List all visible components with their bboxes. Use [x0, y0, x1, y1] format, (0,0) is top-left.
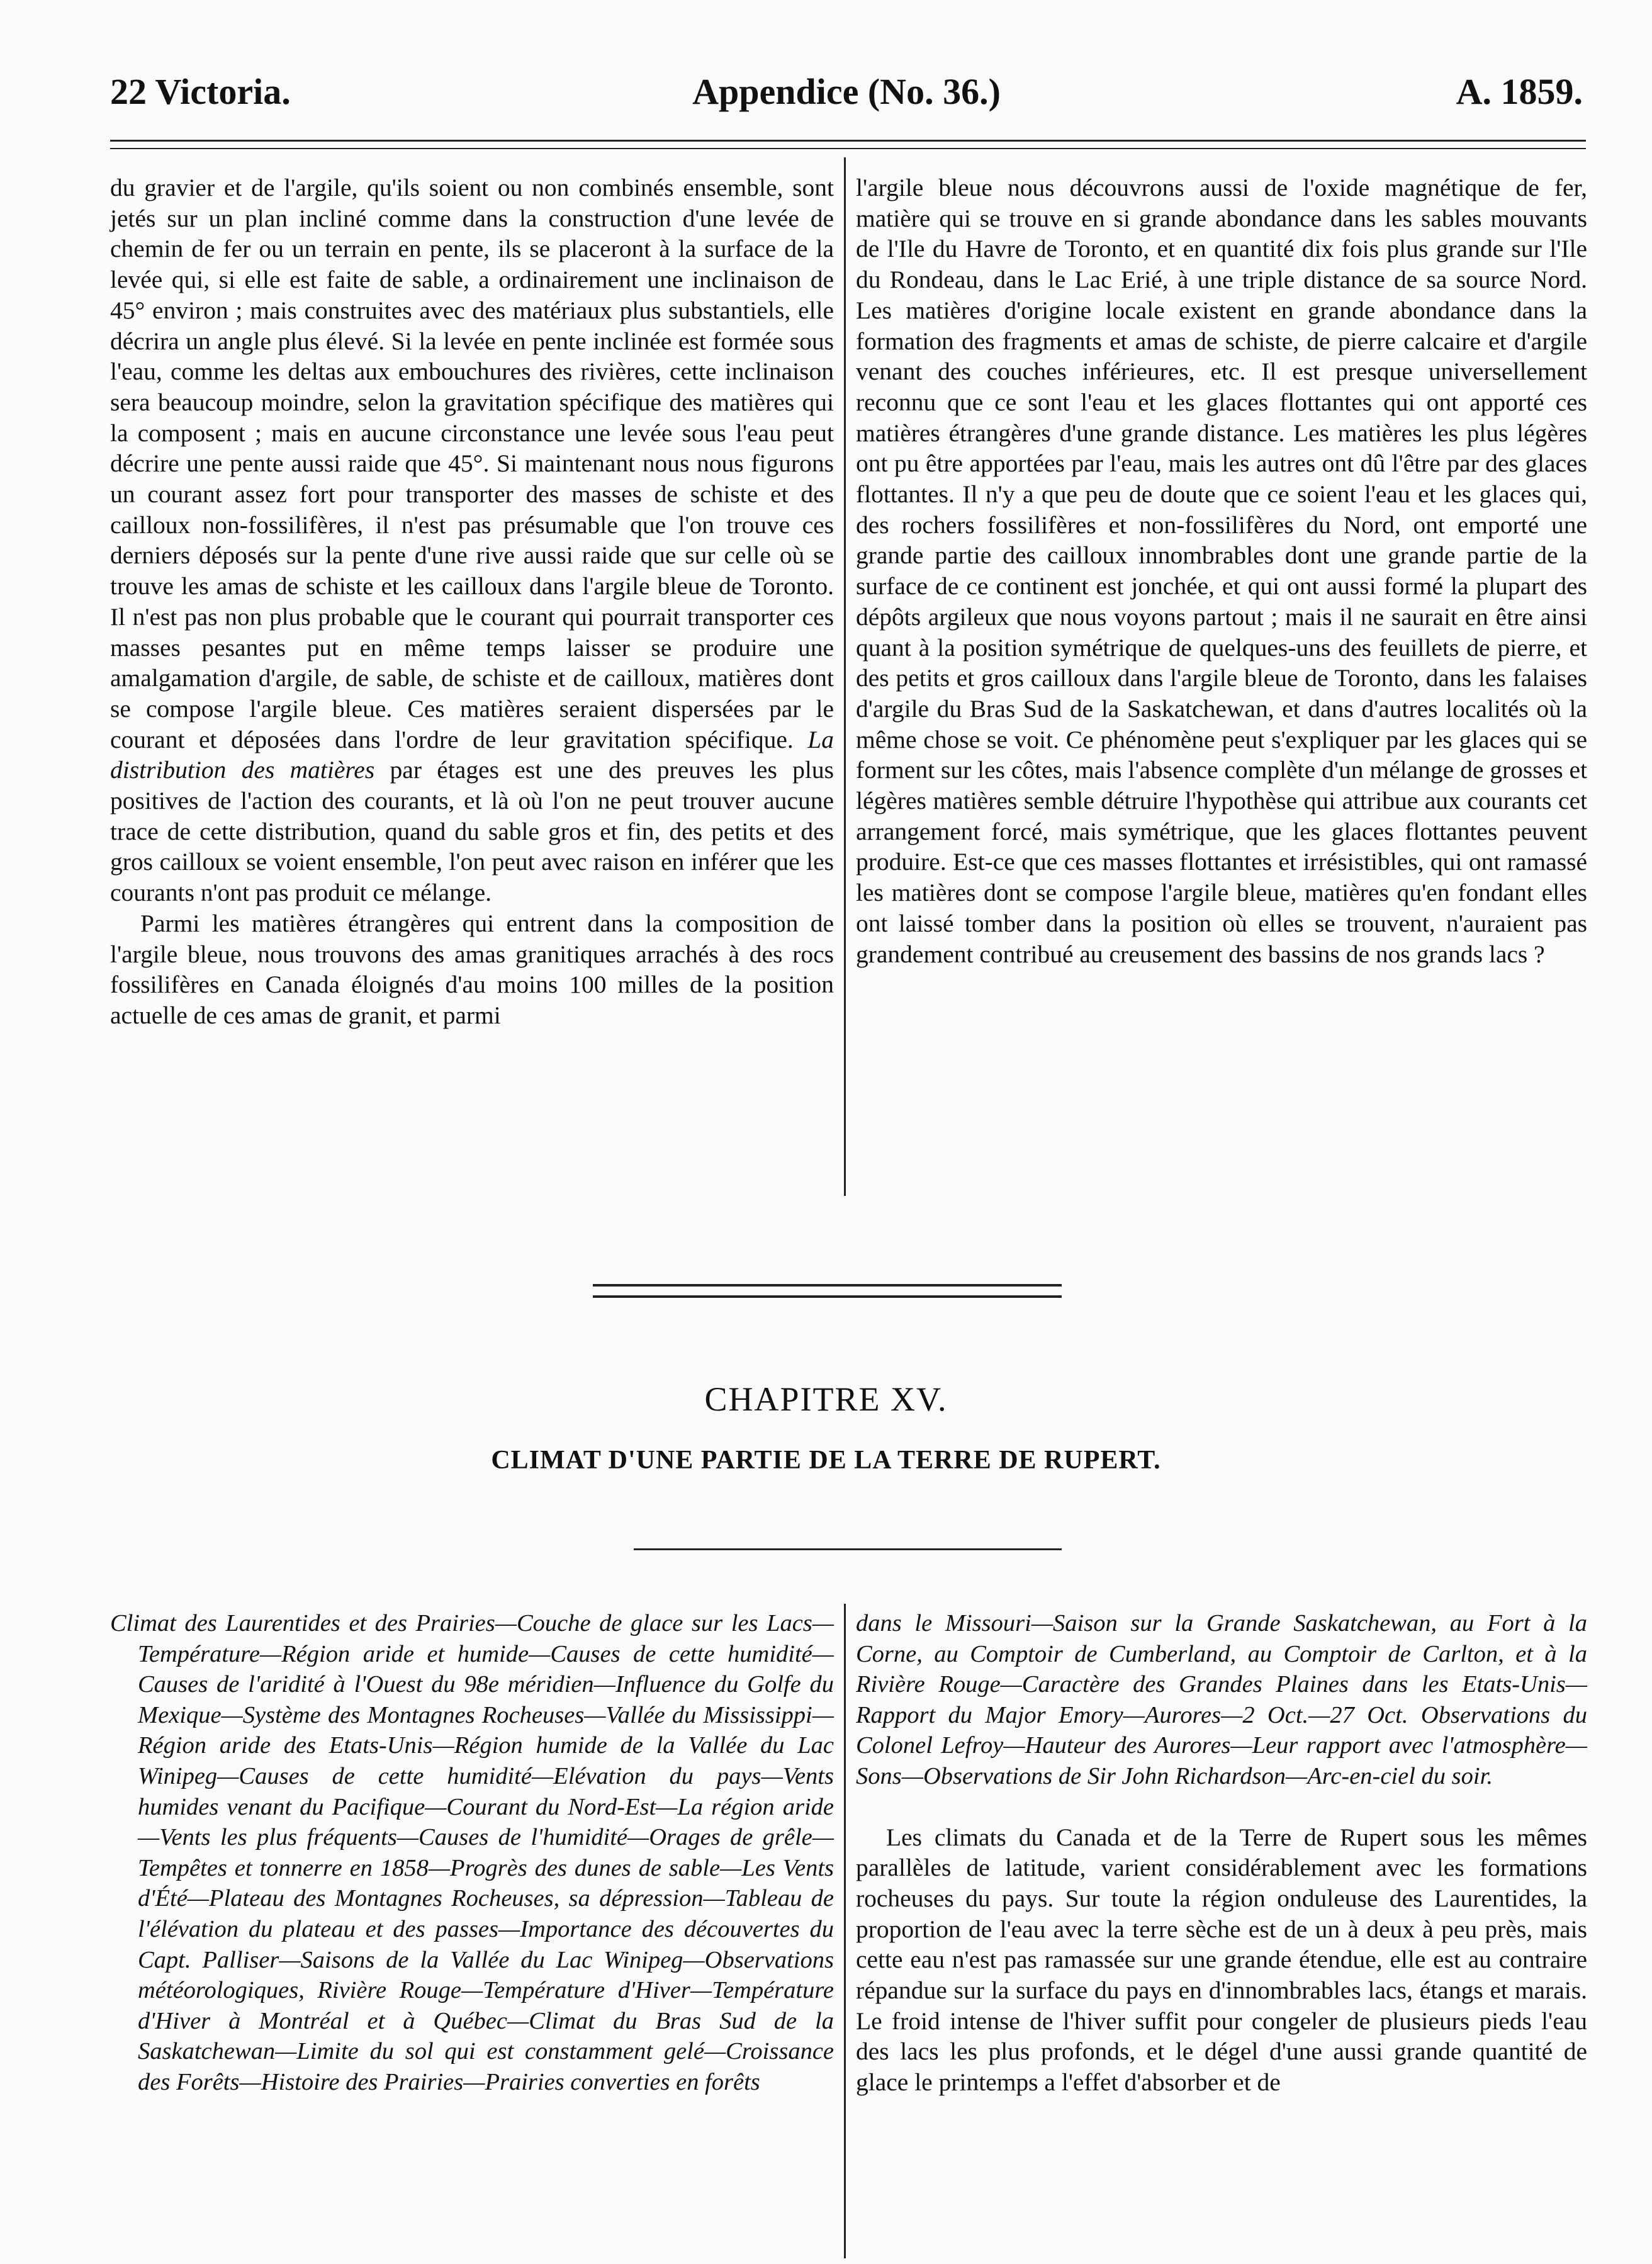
upper-right-column [856, 172, 1587, 969]
chapter-title: CHAPITRE XV. [704, 1380, 948, 1418]
chapter-rule [634, 1548, 1062, 1550]
chapter-summary-left [110, 1608, 834, 2098]
lower-right-column [856, 1608, 1587, 2098]
chapter-body-column [856, 1822, 1587, 2098]
header-left: 22 Victoria. [110, 71, 291, 112]
column-divider-upper [844, 157, 846, 1196]
upper-right-paragraph: l'argile bleue nous découvrons aussi de l'oxide magnétique de fer, matière qui se trouve en si grande abondance dans les sables mouvants de l'Ile du Havre de Toronto, et en quantité dix fois plus grande sur l'Ile du Rondeau, dans le Lac Erié, à une triple distance de sa source Nord. Les matières d'origine locale existent en grande abondance dans la formation des fragments et amas de schiste, de pierre calcaire et d'argile venant des couches inférieures, etc. Il est presque universellement reconnu que ce sont l'eau et les glaces flottantes qui ont apporté ces matières étrangères d'une grande distance. Les matières les plus légères ont pu être apportées par l'eau, mais les autres ont dû l'être par des glaces flottantes. Il n'y a que peu de doute que ce soient l'eau et les glaces qui, des rochers fossilifères et non-fossilifères du Nord, ont emporté une grande partie des cailloux innombrables dont une grande partie de la surface de ce continent est jonchée, et qui ont aussi formé la plupart des dépôts argileux que nous voyons partout ; mais il ne saurait en être ainsi quant à la position symétrique de quelques-uns des feuillets de pierre, et des petits et gros cailloux dans l'argile bleue de Toronto, dans les falaises d'argile du Bras Sud de la Saskatchewan, et dans d'autres localités où la même chose se voit. Ce phénomène peut s'expliquer par les glaces qui se forment sur les côtes, mais l'absence complète d'un mélange de grosses et légères matières semble détruire l'hypothèse qui attribue aux courants cet arrangement forcé, mais symétrique, que les glaces flottantes peuvent produire. Est-ce que ces masses flottantes et irrésistibles, qui ont ramassé les matières dont se compose l'argile bleue, matières qu'en fondant elles ont laissé tomber dans la position où elles se trouvent, n'auraient pas grandement contribué au creusement des bassins de nos grands lacs ? [856, 174, 1587, 968]
column-divider-lower [844, 1604, 846, 2258]
summary-right-text: dans le Missouri—Saison sur la Grande Saskatchewan, au Fort à la Corne, au Comptoir de Cumberland, au Comptoir de Carlton, et à la Rivière Rouge—Caractère des Grandes Plaines dans les Etats-Unis—Rapport du Major Emory—Aurores—2 Oct.—27 Oct. Observations du Colonel Lefroy—Hauteur des Aurores—Leur rapport avec l'atmosphère—Sons—Observations de Sir John Richardson—Arc-en-ciel du soir. [856, 1610, 1587, 1789]
header-center: Appendice (No. 36.) [692, 71, 1001, 112]
upper-left-paragraph-2: Parmi les matières étrangères qui entrent dans la composition de l'argile bleue, nous trouvons des amas granitiques arrachés à des rocs fossilifères en Canada éloignés d'au moins 100 milles de la position actuelle de ces amas de granit, et parmi [110, 909, 834, 1029]
running-header [110, 70, 1583, 121]
summary-left-text: Climat des Laurentides et des Prairies—Couche de glace sur les Lacs—Température—Région aride et humide—Causes de cette humidité—Causes de l'aridité à l'Ouest du 98e méridien—Influence du Golfe du Mexique—Système des Montagnes Rocheuses—Vallée du Mississippi—Région aride des Etats-Unis—Région humide de la Vallée du Lac Winipeg—Causes de cette humidité—Elévation du pays—Vents humides venant du Pacifique—Courant du Nord-Est—La région aride—Vents les plus fréquents—Causes de l'humidité—Orages de grêle—Tempêtes et tonnerre en 1858—Progrès des dunes de sable—Les Vents d'Été—Plateau des Montagnes Rocheuses, sa dépression—Tableau de l'élévation du plateau et des passes—Importance des découvertes du Capt. Palliser—Saisons de la Vallée du Lac Winipeg—Observations météorologiques, Rivière Rouge—Température d'Hiver—Température d'Hiver à Montréal et à Québec—Climat du Bras Sud de la Saskatchewan—Limite du sol qui est constamment gelé—Croissance des Forêts—Histoire des Prairies—Prairies converties en forêts [110, 1610, 834, 2095]
header-rule [110, 140, 1586, 149]
chapter-body-paragraph: Les climats du Canada et de la Terre de Rupert sous les mêmes parallèles de latitude, varient considérablement avec les formations rocheuses du pays. Sur toute la région onduleuse des Laurentides, la proportion de l'eau avec la terre sèche est de un à deux à peu près, mais cette eau n'est pas ramassée sur une grande étendue, elle est au contraire répandue sur la surface du pays en d'innombrables lacs, étangs et marais. Le froid intense de l'hiver suffit pour congeler de plusieurs pieds l'eau des lacs les plus profonds, et le dégel d'une aussi grande quantité de glace le printemps a l'effet d'absorber et de [856, 1823, 1587, 2097]
header-right: A. 1859. [1456, 71, 1583, 112]
chapter-subtitle: CLIMAT D'UNE PARTIE DE LA TERRE DE RUPERT. [491, 1446, 1161, 1475]
chapter-summary-right [856, 1608, 1587, 1792]
emphasis-text: La distribution des matières [110, 725, 834, 784]
section-ornament-rule [593, 1284, 1062, 1298]
upper-left-paragraph-1: du gravier et de l'argile, qu'ils soient ou non combinés ensemble, sont jetés sur un plan incliné comme dans la construction d'une levée de chemin de fer ou un terrain en pente, ils se placeront à la surface de la levée qui, si elle est faite de sable, a ordinairement une inclinaison de 45° environ ; mais construites avec des matériaux plus substantiels, elle décrira un angle plus élevé. Si la levée en pente inclinée est formée sous l'eau, comme les deltas aux embouchures des rivières, cette inclinaison sera beaucoup moindre, selon la gravitation spécifique des matières qui la composent ; mais en aucune circonstance une levée sous l'eau peut décrire une pente aussi raide que 45°. Si maintenant nous nous figurons un courant assez fort pour transporter des masses de schiste et des cailloux non-fossilifères, il n'est pas présumable que l'on trouve ces derniers déposés sur la pente d'une rive aussi raide que sur celle où se trouve les amas de schiste et les cailloux dans l'argile bleue de Toronto. Il n'est pas non plus probable que le courant qui pourrait transporter ces masses pesantes put en même temps laisser se produire une amalgamation d'argile, de sable, de schiste et de cailloux, matières dont se compose l'argile bleue. Ces matières seraient dispersées par le courant et déposées dans l'ordre de leur gravitation spécifique. La distribution des matières par étages est une des preuves les plus positives de l'action des courants, et là où l'on ne peut trouver aucune trace de cette distribution, quand du sable gros et fin, des petits et des gros cailloux se voient ensemble, l'on peut avec raison en inférer que les courants n'ont pas produit ce mélange. [110, 174, 834, 907]
upper-left-column [110, 172, 834, 1031]
